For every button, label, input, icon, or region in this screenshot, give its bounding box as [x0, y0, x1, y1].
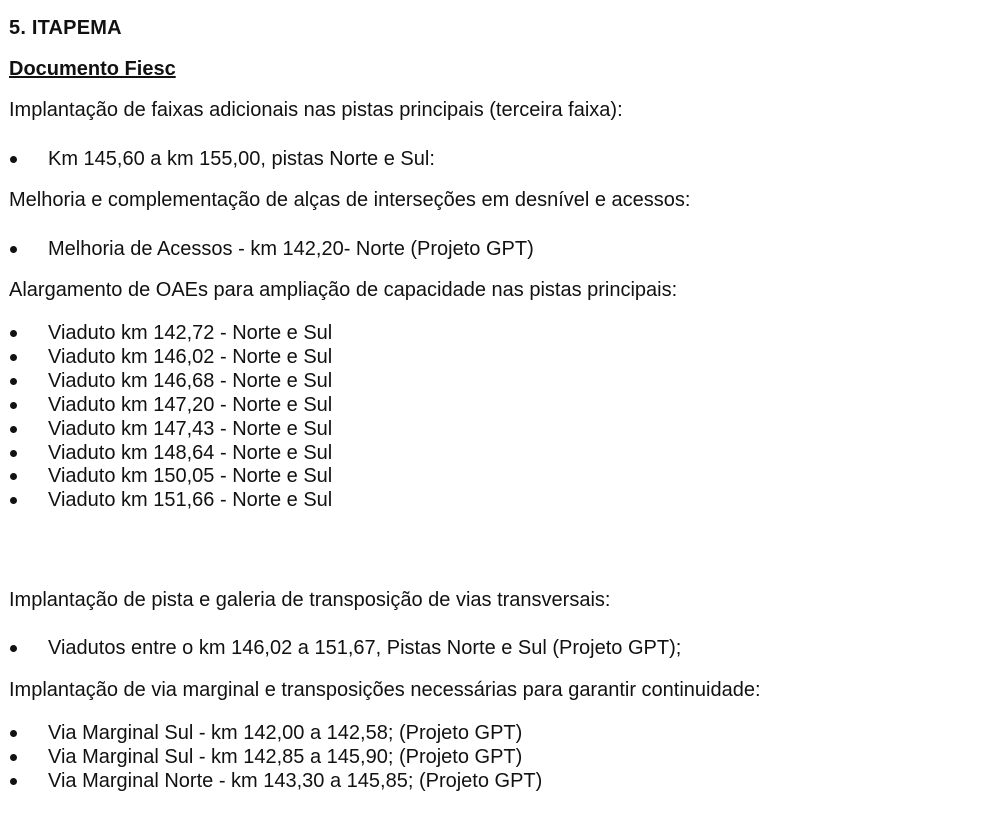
bullet-icon — [10, 378, 17, 385]
list-item-text: Via Marginal Sul - km 142,85 a 145,90; (Projeto GPT) — [48, 745, 523, 768]
list-item — [9, 770, 542, 794]
bullet-list — [9, 322, 332, 513]
list-item — [9, 489, 332, 513]
bullet-icon — [10, 497, 17, 504]
list-item — [9, 637, 681, 661]
bullet-icon — [10, 156, 17, 163]
list-item — [9, 394, 332, 418]
list-item-text: Via Marginal Sul - km 142,00 a 142,58; (Projeto GPT) — [48, 722, 523, 744]
list-item-text: Melhoria de Acessos - km 142,20- Norte (Projeto GPT) — [48, 238, 534, 260]
section-heading: 5. ITAPEMA — [9, 17, 122, 39]
list-item-text: Viaduto km 147,43 - Norte e Sul — [48, 417, 333, 440]
list-item — [9, 370, 332, 394]
block-intro: Implantação de via marginal e transposições necessárias para garantir continuidade: — [9, 679, 761, 701]
bullet-icon — [10, 754, 17, 761]
bullet-list — [9, 238, 534, 262]
list-item — [9, 322, 332, 346]
bullet-icon — [10, 354, 17, 361]
list-item-text: Viaduto km 142,72 - Norte e Sul — [48, 322, 333, 344]
list-item-text: Viaduto km 150,05 - Norte e Sul — [48, 465, 333, 488]
bullet-icon — [10, 450, 17, 457]
list-item — [9, 442, 332, 466]
bullet-icon — [10, 330, 17, 337]
list-item — [9, 418, 332, 442]
list-item — [9, 238, 534, 262]
bullet-icon — [10, 246, 17, 253]
bullet-icon — [10, 473, 17, 480]
block-intro: Melhoria e complementação de alças de interseções em desnível e acessos: — [9, 189, 691, 211]
list-item-text: Viadutos entre o km 146,02 a 151,67, Pistas Norte e Sul (Projeto GPT); — [48, 637, 682, 659]
bullet-icon — [10, 778, 17, 785]
bullet-icon — [10, 730, 17, 737]
bullet-list — [9, 722, 542, 794]
list-item-text: Viaduto km 146,68 - Norte e Sul — [48, 369, 333, 392]
block-intro: Implantação de pista e galeria de transposição de vias transversais: — [9, 589, 611, 611]
bullet-icon — [10, 645, 17, 652]
list-item-text: Viaduto km 151,66 - Norte e Sul — [48, 489, 333, 512]
list-item-text: Viaduto km 146,02 - Norte e Sul — [48, 345, 333, 368]
list-item — [9, 346, 332, 370]
bullet-list — [9, 148, 435, 172]
bullet-icon — [10, 426, 17, 433]
list-item — [9, 148, 435, 172]
list-item-text: Via Marginal Norte - km 143,30 a 145,85; (Projeto GPT) — [48, 769, 543, 792]
list-item-text: Km 145,60 a km 155,00, pistas Norte e Sul: — [48, 148, 435, 170]
list-item — [9, 722, 542, 746]
block-intro: Implantação de faixas adicionais nas pistas principais (terceira faixa): — [9, 99, 623, 121]
list-item-text: Viaduto km 148,64 - Norte e Sul — [48, 441, 333, 464]
document-label: Documento Fiesc — [9, 58, 176, 80]
list-item-text: Viaduto km 147,20 - Norte e Sul — [48, 393, 333, 416]
list-item — [9, 746, 542, 770]
bullet-list — [9, 637, 681, 661]
bullet-icon — [10, 402, 17, 409]
block-intro: Alargamento de OAEs para ampliação de capacidade nas pistas principais: — [9, 279, 678, 301]
list-item — [9, 465, 332, 489]
